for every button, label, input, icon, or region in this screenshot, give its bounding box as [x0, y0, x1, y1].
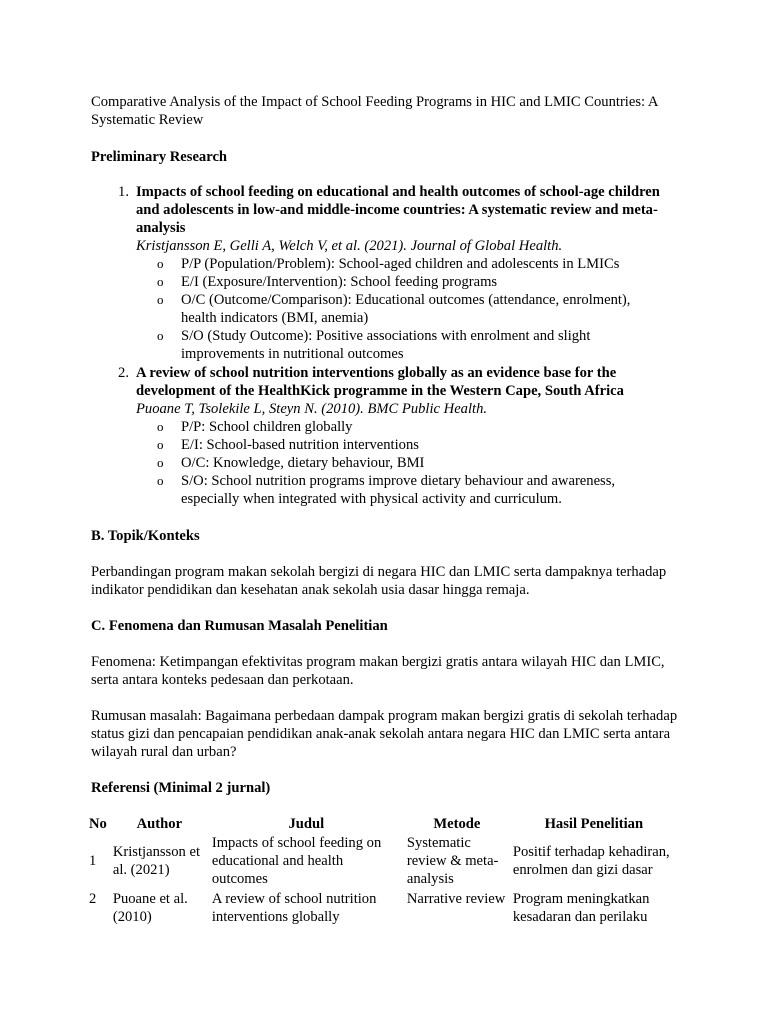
list-item: o P/P (Population/Problem): School-aged children and adolescents in LMICs [157, 256, 620, 272]
rumusan-masalah-text: Rumusan masalah: Bagaimana perbedaan dampak program makan bergizi gratis di sekolah terhadap status gizi dan pencapaian pendidikan anak-anak sekolah antara negara HIC dan LMIC serta antara wilayah rural dan urban? [91, 708, 678, 760]
bullet-icon: o [157, 328, 164, 343]
list-item: o S/O: School nutrition programs improve dietary behaviour and awareness, especially when integrated with physical activity and curriculum. [157, 473, 616, 507]
cell-no: 1 [89, 853, 97, 869]
cell-metode: Systematic review & meta-analysis [406, 835, 499, 887]
cell-hasil: Program meningkatkan kesadaran dan perilaku [512, 891, 650, 925]
referensi-heading: Referensi (Minimal 2 jurnal) [91, 780, 271, 796]
bullet-icon: o [157, 437, 164, 452]
list-item: o O/C: Knowledge, dietary behaviour, BMI [157, 455, 425, 471]
bullet-icon: o [157, 455, 164, 470]
column-header-hasil: Hasil Penelitian [544, 816, 644, 832]
cell-hasil: Positif terhadap kehadiran, enrolmen dan gizi dasar [512, 844, 670, 878]
research-item-2 [91, 364, 691, 508]
table-header-row [86, 814, 678, 834]
bullet-icon: o [157, 473, 164, 488]
research-item-1 [91, 183, 691, 363]
cell-metode: Narrative review [406, 891, 506, 907]
document-title: Comparative Analysis of the Impact of School Feeding Programs in HIC and LMIC Countries: A Systematic Review [91, 94, 658, 128]
bullet-icon: o [157, 274, 164, 289]
table-row [86, 834, 678, 888]
item-citation: Puoane T, Tsolekile L, Steyn N. (2010). BMC Public Health. [136, 401, 488, 417]
item-citation: Kristjansson E, Gelli A, Welch V, et al. (2021). Journal of Global Health. [136, 238, 563, 254]
item-points [91, 418, 691, 508]
list-item: o E/I: School-based nutrition interventions [157, 437, 419, 453]
topik-text: Perbandingan program makan sekolah bergizi di negara HIC dan LMIC serta dampaknya terhadap indikator pendidikan dan kesehatan anak sekolah usia dasar hingga remaja. [91, 564, 667, 598]
cell-author: Kristjansson et al. (2021) [112, 844, 200, 878]
column-header-author: Author [136, 816, 183, 832]
cell-author: Puoane et al. (2010) [112, 891, 188, 925]
cell-judul: Impacts of school feeding on educational and health outcomes [211, 835, 382, 887]
column-header-metode: Metode [433, 816, 481, 832]
item-points [91, 255, 691, 363]
list-item: o P/P: School children globally [157, 419, 353, 435]
bullet-icon: o [157, 256, 164, 271]
list-item: o E/I (Exposure/Intervention): School feeding programs [157, 274, 498, 290]
bullet-icon: o [157, 419, 164, 434]
table-row [86, 888, 678, 926]
cell-no: 2 [89, 891, 97, 907]
fenomena-text: Fenomena: Ketimpangan efektivitas program makan bergizi gratis antara wilayah HIC dan LMIC, serta antara konteks pedesaan dan perkotaan. [91, 654, 665, 688]
fenomena-heading: C. Fenomena dan Rumusan Masalah Penelitian [91, 618, 388, 634]
item-title: A review of school nutrition interventions globally as an evidence base for the development of the HealthKick programme in the Western Cape, South Africa [136, 365, 624, 399]
column-header-no: No [89, 816, 107, 832]
cell-judul: A review of school nutrition interventions globally [211, 891, 377, 925]
preliminary-heading: Preliminary Research [91, 149, 228, 165]
list-item: o S/O (Study Outcome): Positive associations with enrolment and slight improvements in nutritional outcomes [157, 328, 591, 362]
referensi-table [86, 814, 678, 926]
topik-heading: B. Topik/Konteks [91, 528, 200, 544]
item-number: 2. [118, 365, 129, 381]
list-item: o O/C (Outcome/Comparison): Educational outcomes (attendance, enrolment), health indicators (BMI, anemia) [157, 292, 631, 326]
column-header-judul: Judul [288, 816, 325, 832]
bullet-icon: o [157, 292, 164, 307]
item-number: 1. [118, 184, 129, 200]
item-title: Impacts of school feeding on educational and health outcomes of school-age children and adolescents in low-and middle-income countries: A systematic review and meta-analysis [136, 184, 660, 236]
